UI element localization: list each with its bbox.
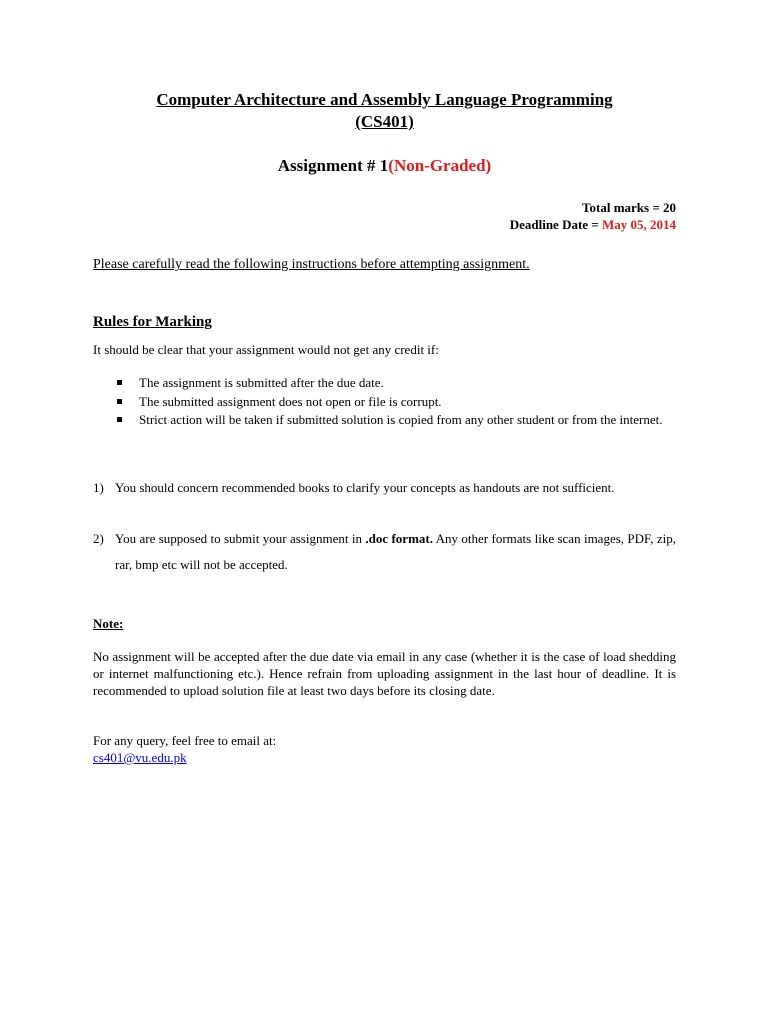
assignment-number: Assignment # 1 (277, 156, 389, 175)
numbered-item-2 (93, 526, 676, 578)
bullet-icon (117, 417, 122, 422)
deadline-label: Deadline Date = (509, 217, 602, 232)
note-heading: Note: (93, 616, 124, 631)
rules-intro: It should be clear that your assignment would not get any credit if: (93, 342, 439, 357)
bullet-text: The submitted assignment does not open or file is corrupt. (139, 393, 442, 409)
bullet-text: The assignment is submitted after the due date. (139, 375, 384, 390)
rules-heading: Rules for Marking (93, 314, 212, 330)
list-item (117, 393, 676, 412)
total-marks: Total marks = 20 (582, 200, 676, 215)
item-number: 2) (93, 531, 104, 546)
item-text: You should concern recommended books to clarify your concepts as handouts are not sufficient. (115, 480, 615, 495)
bullet-icon (117, 380, 122, 385)
bullet-icon (117, 399, 122, 404)
title-line-2: (CS401) (355, 112, 414, 131)
assignment-heading (93, 155, 676, 177)
rules-list (117, 374, 676, 430)
deadline-date: May 05, 2014 (601, 217, 676, 232)
email-line (93, 749, 676, 766)
email-link[interactable]: cs401@vu.edu.pk (93, 750, 187, 765)
note-body: No assignment will be accepted after the due date via email in any case (whether it is the case of load shedding or internet malfunctioning etc.). Hence refrain from uploading assignment in the last hour of deadline. It is recommended to upload solution file at least two days before its closing date. (93, 649, 676, 698)
numbered-item-1 (93, 475, 676, 501)
title-line-1: Computer Architecture and Assembly Language Programming (156, 90, 613, 109)
document-title (93, 89, 676, 133)
list-item (117, 411, 676, 430)
deadline-line (510, 216, 676, 233)
item-text-before: You are supposed to submit your assignment in (115, 531, 366, 546)
item-text (115, 526, 676, 578)
bullet-text: Strict action will be taken if submitted solution is copied from any other student or from the internet. (139, 412, 663, 427)
instructions-text: Please carefully read the following instructions before attempting assignment. (93, 257, 530, 272)
item-text-bold: .doc format. (365, 531, 433, 546)
item-number: 1) (93, 480, 104, 495)
item-text-after: Any other formats like scan images, PDF, zip, rar, bmp etc will not be accepted. (115, 531, 676, 572)
assignment-status: (Non-Graded) (388, 156, 492, 175)
query-text: For any query, feel free to email at: (93, 733, 277, 748)
list-item (117, 374, 676, 393)
